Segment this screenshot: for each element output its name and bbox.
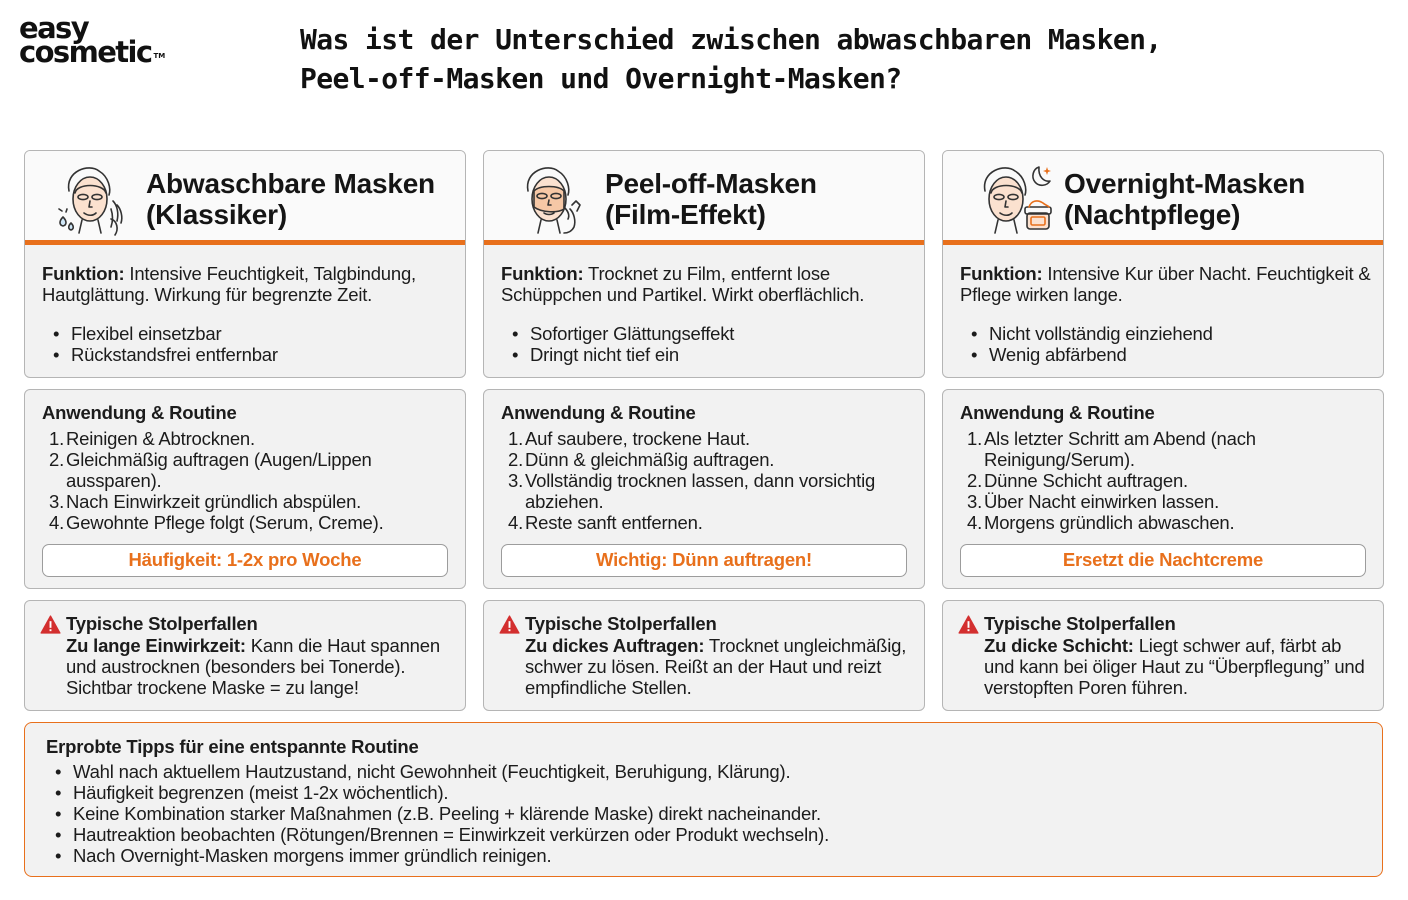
function-label: Funktion: bbox=[501, 263, 584, 284]
list-item: • Wenig abfärbend bbox=[971, 344, 1371, 365]
pitfall-text: Trocknet ungleichmäßig, schwer zu lösen. Reißt an der Haut und reizt empfindliche Stellen. bbox=[525, 635, 907, 698]
card-title-line-2: (Film-Effekt) bbox=[605, 199, 766, 230]
card-title bbox=[1064, 168, 1305, 230]
pitfall-title: Typische Stolperfallen bbox=[66, 613, 258, 634]
face-water-splash-icon bbox=[55, 161, 127, 237]
function-description bbox=[501, 263, 912, 305]
tips-list bbox=[55, 761, 1362, 866]
card-title-line-1: Abwaschbare Masken bbox=[146, 168, 435, 199]
face-moon-cream-icon bbox=[973, 161, 1053, 237]
step-text: Als letzter Schritt am Abend (nach Reinigung/Serum). bbox=[984, 428, 1256, 470]
function-text: Trocknet zu Film, entfernt lose Schüppchen und Partikel. Wirkt oberflächlich. bbox=[501, 263, 865, 305]
pitfall-title: Typische Stolperfallen bbox=[984, 613, 1176, 634]
step-number: 3. bbox=[508, 470, 524, 491]
card-header bbox=[943, 151, 1383, 245]
list-item bbox=[508, 470, 908, 512]
step-text: Über Nacht einwirken lassen. bbox=[984, 491, 1220, 512]
step-text: Reste sanft entfernen. bbox=[525, 512, 703, 533]
function-text: Intensive Kur über Nacht. Feuchtigkeit & Pflege wirken lange. bbox=[960, 263, 1371, 305]
application-card-overnight bbox=[942, 389, 1384, 589]
list-item bbox=[508, 449, 908, 470]
highlight-badge: Ersetzt die Nachtcreme bbox=[960, 544, 1366, 577]
list-item bbox=[508, 428, 908, 449]
list-item bbox=[49, 428, 449, 449]
step-number: 4. bbox=[508, 512, 524, 533]
step-list bbox=[967, 428, 1367, 533]
step-text: Morgens gründlich abwaschen. bbox=[984, 512, 1235, 533]
list-item bbox=[49, 449, 449, 491]
step-number: 4. bbox=[49, 512, 65, 533]
list-item: • Sofortiger Glättungseffekt bbox=[512, 323, 912, 344]
step-text: Nach Einwirkzeit gründlich abspülen. bbox=[66, 491, 362, 512]
pitfall-card-peel-off bbox=[483, 600, 925, 711]
pitfall-label: Zu dicke Schicht: bbox=[984, 635, 1134, 656]
pitfall-description bbox=[984, 635, 1371, 698]
benefit-list bbox=[971, 323, 1371, 365]
list-item bbox=[967, 428, 1367, 470]
list-item bbox=[49, 491, 449, 512]
pitfall-label: Zu lange Einwirkzeit: bbox=[66, 635, 246, 656]
step-number: 3. bbox=[49, 491, 65, 512]
application-title: Anwendung & Routine bbox=[501, 402, 696, 423]
list-item bbox=[967, 491, 1367, 512]
warning-icon bbox=[40, 615, 61, 634]
application-title: Anwendung & Routine bbox=[960, 402, 1155, 423]
function-label: Funktion: bbox=[42, 263, 125, 284]
tips-card bbox=[24, 722, 1383, 877]
list-item: • Flexibel einsetzbar bbox=[53, 323, 453, 344]
list-item bbox=[967, 470, 1367, 491]
application-card-washable bbox=[24, 389, 466, 589]
pitfall-card-overnight bbox=[942, 600, 1384, 711]
tips-title: Erprobte Tipps für eine entspannte Routine bbox=[46, 736, 419, 757]
logo-line-1: easy bbox=[19, 11, 89, 45]
step-list bbox=[508, 428, 908, 533]
pitfall-label: Zu dickes Auftragen: bbox=[525, 635, 705, 656]
list-item: • Keine Kombination starker Maßnahmen (z.B. Peeling + klärende Maske) direkt nacheinander. bbox=[55, 803, 1362, 824]
page-title-line-1: Was ist der Unterschied zwischen abwaschbaren Masken, bbox=[300, 23, 1162, 56]
function-description bbox=[42, 263, 453, 305]
pitfall-text: Liegt schwer auf, färbt ab und kann bei öliger Haut zu “Überpflegung” und verstopften Poren führen. bbox=[984, 635, 1365, 698]
mask-card-peel-off bbox=[483, 150, 925, 378]
step-number: 3. bbox=[967, 491, 983, 512]
page-title bbox=[300, 20, 1300, 98]
list-item: • Hautreaktion beobachten (Rötungen/Brennen = Einwirkzeit verkürzen oder Produkt wechseln). bbox=[55, 824, 1362, 845]
list-item: • Wahl nach aktuellem Hautzustand, nicht Gewohnheit (Feuchtigkeit, Beruhigung, Klärung). bbox=[55, 761, 1362, 782]
pitfall-description bbox=[525, 635, 912, 698]
pitfall-description bbox=[66, 635, 453, 698]
step-text: Gewohnte Pflege folgt (Serum, Creme). bbox=[66, 512, 384, 533]
list-item bbox=[967, 512, 1367, 533]
logo-line-2 bbox=[19, 35, 189, 69]
card-header bbox=[25, 151, 465, 245]
trademark-mark: TM bbox=[153, 52, 166, 60]
benefit-list bbox=[512, 323, 912, 365]
function-description bbox=[960, 263, 1371, 305]
list-item bbox=[508, 512, 908, 533]
highlight-badge: Häufigkeit: 1-2x pro Woche bbox=[42, 544, 448, 577]
list-item: • Rückstandsfrei entfernbar bbox=[53, 344, 453, 365]
logo-word: cosmetic bbox=[19, 35, 152, 69]
step-text: Dünne Schicht auftragen. bbox=[984, 470, 1188, 491]
card-title-line-2: (Klassiker) bbox=[146, 199, 287, 230]
list-item: • Häufigkeit begrenzen (meist 1-2x wöchentlich). bbox=[55, 782, 1362, 803]
list-item: • Nicht vollständig einziehend bbox=[971, 323, 1371, 344]
step-text: Reinigen & Abtrocknen. bbox=[66, 428, 255, 449]
step-number: 2. bbox=[508, 449, 524, 470]
list-item: • Nach Overnight-Masken morgens immer gründlich reinigen. bbox=[55, 845, 1362, 866]
card-title-line-1: Overnight-Masken bbox=[1064, 168, 1306, 199]
step-number: 1. bbox=[508, 428, 524, 449]
step-number: 4. bbox=[967, 512, 983, 533]
application-title: Anwendung & Routine bbox=[42, 402, 237, 423]
mask-card-washable bbox=[24, 150, 466, 378]
list-item: • Dringt nicht tief ein bbox=[512, 344, 912, 365]
warning-icon bbox=[958, 615, 979, 634]
highlight-badge: Wichtig: Dünn auftragen! bbox=[501, 544, 907, 577]
face-peel-off-icon bbox=[514, 161, 586, 237]
step-list bbox=[49, 428, 449, 533]
list-item bbox=[49, 512, 449, 533]
brand-logo bbox=[19, 11, 189, 70]
step-text: Dünn & gleichmäßig auftragen. bbox=[525, 449, 775, 470]
step-number: 2. bbox=[967, 470, 983, 491]
step-text: Auf saubere, trockene Haut. bbox=[525, 428, 750, 449]
pitfall-title: Typische Stolperfallen bbox=[525, 613, 717, 634]
step-text: Gleichmäßig auftragen (Augen/Lippen aussparen). bbox=[66, 449, 372, 491]
page-title-line-2: Peel-off-Masken und Overnight-Masken? bbox=[300, 62, 902, 95]
step-number: 1. bbox=[49, 428, 65, 449]
step-text: Vollständig trocknen lassen, dann vorsichtig abziehen. bbox=[525, 470, 876, 512]
application-card-peel-off bbox=[483, 389, 925, 589]
benefit-list bbox=[53, 323, 453, 365]
card-header bbox=[484, 151, 924, 245]
function-text: Intensive Feuchtigkeit, Talgbindung, Hautglättung. Wirkung für begrenzte Zeit. bbox=[42, 263, 416, 305]
warning-icon bbox=[499, 615, 520, 634]
step-number: 1. bbox=[967, 428, 983, 449]
card-title-line-2: (Nachtpflege) bbox=[1064, 199, 1241, 230]
card-title bbox=[146, 168, 435, 230]
card-title bbox=[605, 168, 817, 230]
function-label: Funktion: bbox=[960, 263, 1043, 284]
pitfall-card-washable bbox=[24, 600, 466, 711]
pitfall-text: Kann die Haut spannen und austrocknen (besonders bei Tonerde). Sichtbar trockene Maske = zu lange! bbox=[66, 635, 440, 698]
card-title-line-1: Peel-off-Masken bbox=[605, 168, 817, 199]
mask-card-overnight bbox=[942, 150, 1384, 378]
step-number: 2. bbox=[49, 449, 65, 470]
